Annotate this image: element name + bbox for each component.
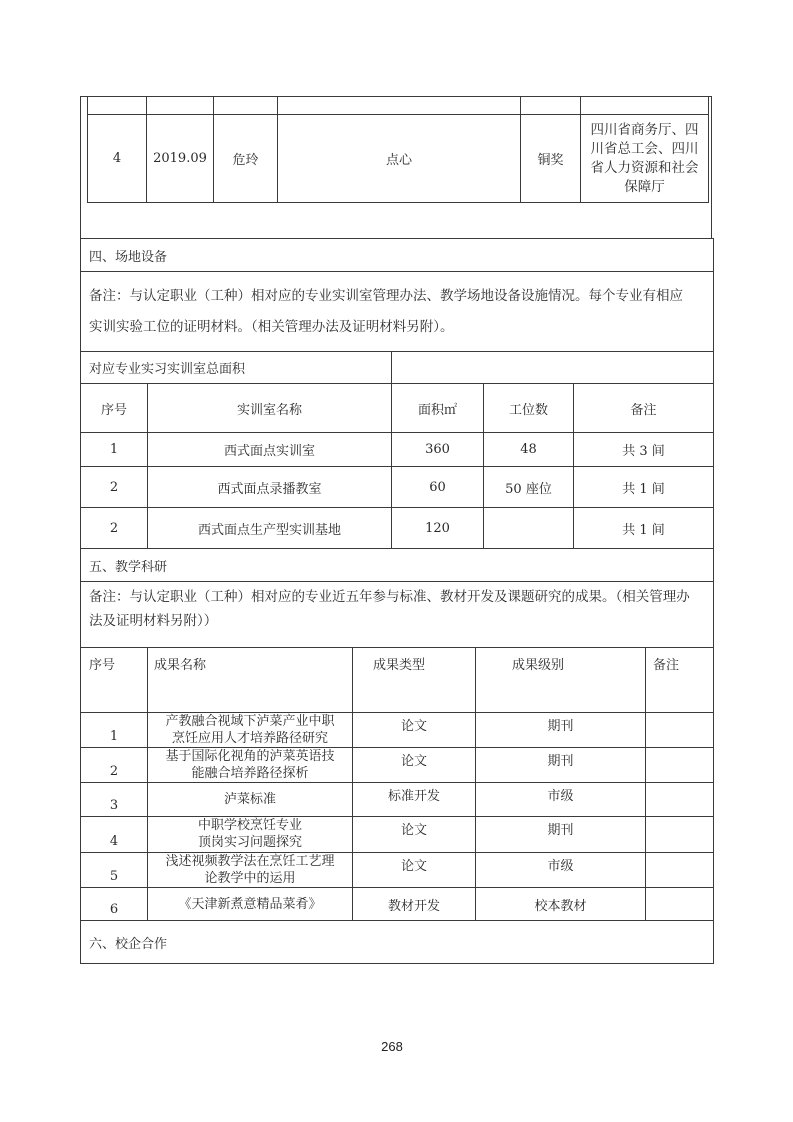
section-header-row: [81, 549, 714, 582]
result-note: [646, 783, 714, 817]
result-name-line: 基于国际化视角的泸菜英语技: [165, 749, 335, 764]
room-index: 2: [81, 467, 148, 508]
total-area-value: [392, 352, 714, 384]
column-header: 成果名称: [148, 648, 353, 713]
room-area: 360: [392, 433, 484, 467]
remark-row: [81, 272, 714, 352]
column-header: 序号: [81, 648, 148, 713]
result-note: [646, 748, 714, 783]
table-row: [81, 783, 714, 817]
table-row: [81, 467, 714, 508]
section-header-row: [81, 921, 714, 964]
result-level: 校本教材: [476, 888, 646, 921]
result-note: [646, 888, 714, 921]
section-title: 四、场地设备: [81, 239, 714, 272]
result-name-line: 能融合培养路径探析: [191, 766, 309, 781]
room-note: 共 1 间: [574, 508, 714, 549]
table-header-row: [81, 648, 714, 713]
result-name: [148, 888, 353, 921]
section-header-row: [81, 239, 714, 272]
award-item: 点心: [278, 115, 521, 203]
result-level: 期刊: [476, 817, 646, 853]
award-organizer: 四川省商务厅、四川省总工会、四川省人力资源和社会保障厅: [581, 115, 709, 203]
award-person: 危玲: [214, 115, 278, 203]
award-item: [278, 97, 521, 115]
table-row: [81, 713, 714, 748]
result-name-line: 烹饪应用人才培养路径研究: [171, 731, 328, 746]
total-area-label: 对应专业实习实训室总面积: [81, 352, 392, 384]
result-type: 论文: [353, 713, 476, 748]
room-area: 120: [392, 508, 484, 549]
table-row: [88, 115, 709, 203]
section-title: 六、校企合作: [81, 921, 714, 964]
result-type: 论文: [353, 853, 476, 888]
result-index: 2: [81, 748, 148, 783]
room-stations: 50 座位: [484, 467, 574, 508]
table-row: [81, 433, 714, 467]
table-row: [81, 853, 714, 888]
room-area: 60: [392, 467, 484, 508]
result-name: [148, 783, 353, 817]
result-note: [646, 817, 714, 853]
result-name: [148, 853, 353, 888]
column-header: 成果类型: [353, 648, 476, 713]
result-index: 6: [81, 888, 148, 921]
page-number: 268: [381, 1039, 403, 1054]
result-level: 市级: [476, 853, 646, 888]
result-type: 教材开发: [353, 888, 476, 921]
remark-line: 备注：与认定职业（工种）相对应的专业实训室管理办法、教学场地设备设施情况。每个专业有相应: [89, 287, 683, 304]
remark-row: [81, 582, 714, 648]
table-row: [81, 748, 714, 783]
award-date: 2019.09: [147, 115, 214, 203]
result-index: 4: [81, 817, 148, 853]
table-row: [81, 888, 714, 921]
column-header: 实训室名称: [148, 384, 392, 433]
result-index: 5: [81, 853, 148, 888]
remark-line: 法及证明材料另附））: [89, 613, 218, 629]
remark-line: 备注：与认定职业（工种）相对应的专业近五年参与标准、教材开发及课题研究的成果。（相关管理办: [89, 589, 690, 605]
column-header: 备注: [646, 648, 714, 713]
result-name-line: 产教融合视域下泸菜产业中职: [165, 714, 335, 729]
award-index: [88, 97, 147, 115]
column-header: 序号: [81, 384, 148, 433]
room-name: 西式面点实训室: [148, 433, 392, 467]
total-area-row: [81, 352, 714, 384]
result-name: [148, 713, 353, 748]
room-stations: [484, 508, 574, 549]
table-row: [81, 508, 714, 549]
result-index: 3: [81, 783, 148, 817]
result-name-line: 中职学校烹饪专业: [197, 818, 302, 833]
room-name: 西式面点录播教室: [148, 467, 392, 508]
result-name: [148, 817, 353, 853]
award-person: [214, 97, 278, 115]
result-level: 市级: [476, 783, 646, 817]
column-header: 备注: [574, 384, 714, 433]
column-header: 工位数: [484, 384, 574, 433]
result-index: 1: [81, 713, 148, 748]
column-header: 面积㎡: [392, 384, 484, 433]
table-row: [81, 817, 714, 853]
result-note: [646, 713, 714, 748]
column-header: 成果级别: [476, 648, 646, 713]
result-level: 期刊: [476, 713, 646, 748]
award-organizer: [581, 97, 709, 115]
awards-table: [87, 96, 709, 203]
section-remark: [81, 272, 714, 352]
award-index: 4: [88, 115, 147, 203]
result-name-line: 浅述视频教学法在烹饪工艺理: [165, 854, 335, 869]
result-note: [646, 853, 714, 888]
room-index: 2: [81, 508, 148, 549]
awards-section: [80, 96, 712, 238]
room-index: 1: [81, 433, 148, 467]
result-name-line: 顶岗实习问题探究: [197, 835, 302, 850]
table-header-row: [81, 384, 714, 433]
remark-line: 实训实验工位的证明材料。（相关管理办法及证明材料另附）。: [89, 318, 454, 335]
room-note: 共 3 间: [574, 433, 714, 467]
result-name-line: 泸菜标准: [223, 792, 276, 807]
result-name-line: 《天津新煮意精品菜肴》: [178, 896, 322, 912]
result-type: 论文: [353, 748, 476, 783]
result-type: 标准开发: [353, 783, 476, 817]
result-name: [148, 748, 353, 783]
room-name: 西式面点生产型实训基地: [148, 508, 392, 549]
section-title: 五、教学科研: [81, 549, 714, 582]
result-level: 期刊: [476, 748, 646, 783]
facilities-table: [80, 238, 714, 549]
award-date: [147, 97, 214, 115]
award-level: 铜奖: [521, 115, 581, 203]
table-row: [88, 97, 709, 115]
result-type: 论文: [353, 817, 476, 853]
award-level: [521, 97, 581, 115]
section-remark: [81, 582, 714, 648]
room-stations: 48: [484, 433, 574, 467]
room-note: 共 1 间: [574, 467, 714, 508]
research-table: [80, 548, 714, 964]
result-name-line: 论教学中的运用: [204, 871, 296, 886]
